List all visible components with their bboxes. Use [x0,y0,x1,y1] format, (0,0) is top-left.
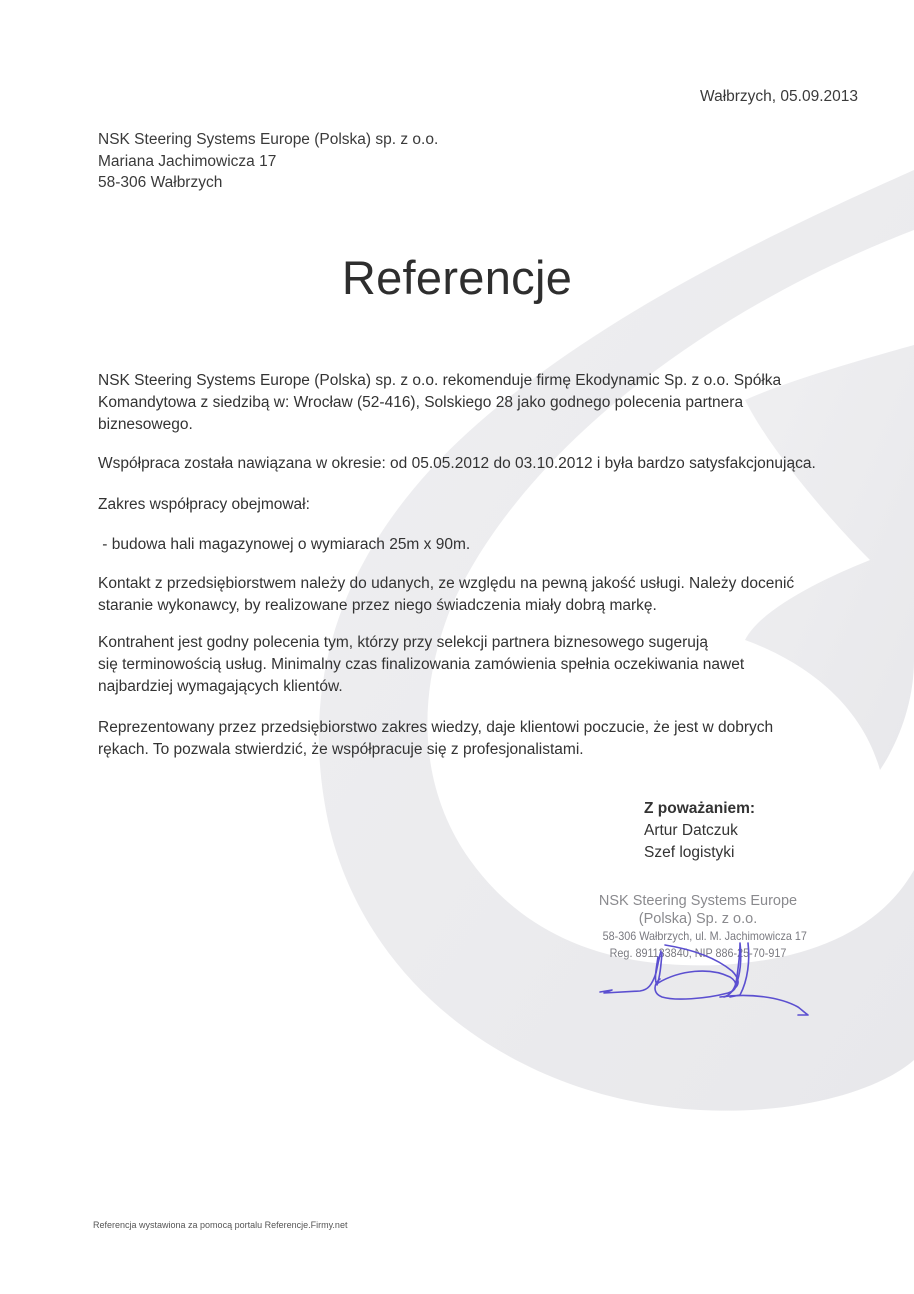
text-line: Kontakt z przedsiębiorstwem należy do udanych, ze względu na pewną jakość usługi. Należy docenić [98,575,795,592]
stamp-line-address: 58-306 Wałbrzych, ul. M. Jachimowicza 17 [602,929,807,943]
text-line: rękach. To pozwala stwierdzić, że współpracuje się z profesjonalistami. [98,741,584,758]
text-line: najbardziej wymagających klientów. [98,678,343,695]
text-line: Komandytowa z siedzibą w: Wrocław (52-416), Solskiego 28 jako godnego polecenia partnera [98,394,744,411]
paragraph-contact-quality [98,573,798,617]
paragraph-scope-item: - budowa hali magazynowej o wymiarach 25m x 90m. [98,536,471,553]
signatory-position: Szef logistyki [644,844,735,861]
paragraph-cooperation-period: Współpraca została nawiązana w okresie: od 05.05.2012 do 03.10.2012 i była bardzo satysfakcjonująca. [98,455,816,472]
paragraph-expertise [98,717,838,761]
document-title: Referencje [341,251,573,304]
text-line: Kontrahent jest godny polecenia tym, którzy przy selekcji partnera biznesowego sugerują [98,634,708,651]
handwritten-signature [590,935,820,1025]
closing-greeting: Z poważaniem: [644,800,756,817]
closing-block [644,798,755,864]
footer-note: Referencja wystawiona za pomocą portalu Referencje.Firmy.net [93,1220,348,1230]
sender-company: NSK Steering Systems Europe (Polska) sp. z o.o. [98,131,439,148]
place-date: Wałbrzych, 05.09.2013 [700,88,858,105]
text-line: biznesowego. [98,416,193,433]
text-line: staranie wykonawcy, by realizowane przez niego świadczenia miały dobrą markę. [98,597,657,614]
paragraph-scope-heading: Zakres współpracy obejmował: [98,496,310,513]
stamp-line-registration: Reg. 891133840, NIP 886-25-70-917 [609,946,787,960]
text-line: Reprezentowany przez przedsiębiorstwo zakres wiedzy, daje klientowi poczucie, że jest w dobrych [98,719,774,736]
text-line: NSK Steering Systems Europe (Polska) sp. z o.o. rekomenduje firmę Ekodynamic Sp. z o.o. Spółka [98,372,782,389]
signatory-name: Artur Datczuk [644,822,738,839]
stamp-line-company: NSK Steering Systems Europe [598,893,798,909]
text-line: się terminowością usług. Minimalny czas finalizowania zamówienia spełnia oczekiwania nawet [98,656,745,673]
sender-address [98,129,438,194]
sender-street: Mariana Jachimowicza 17 [98,152,277,170]
paragraph-timeliness [98,632,798,698]
sender-city: 58-306 Wałbrzych [98,174,223,191]
paragraph-recommendation [98,370,868,436]
stamp-line-legal-form: (Polska) Sp. z o.o. [638,911,758,927]
